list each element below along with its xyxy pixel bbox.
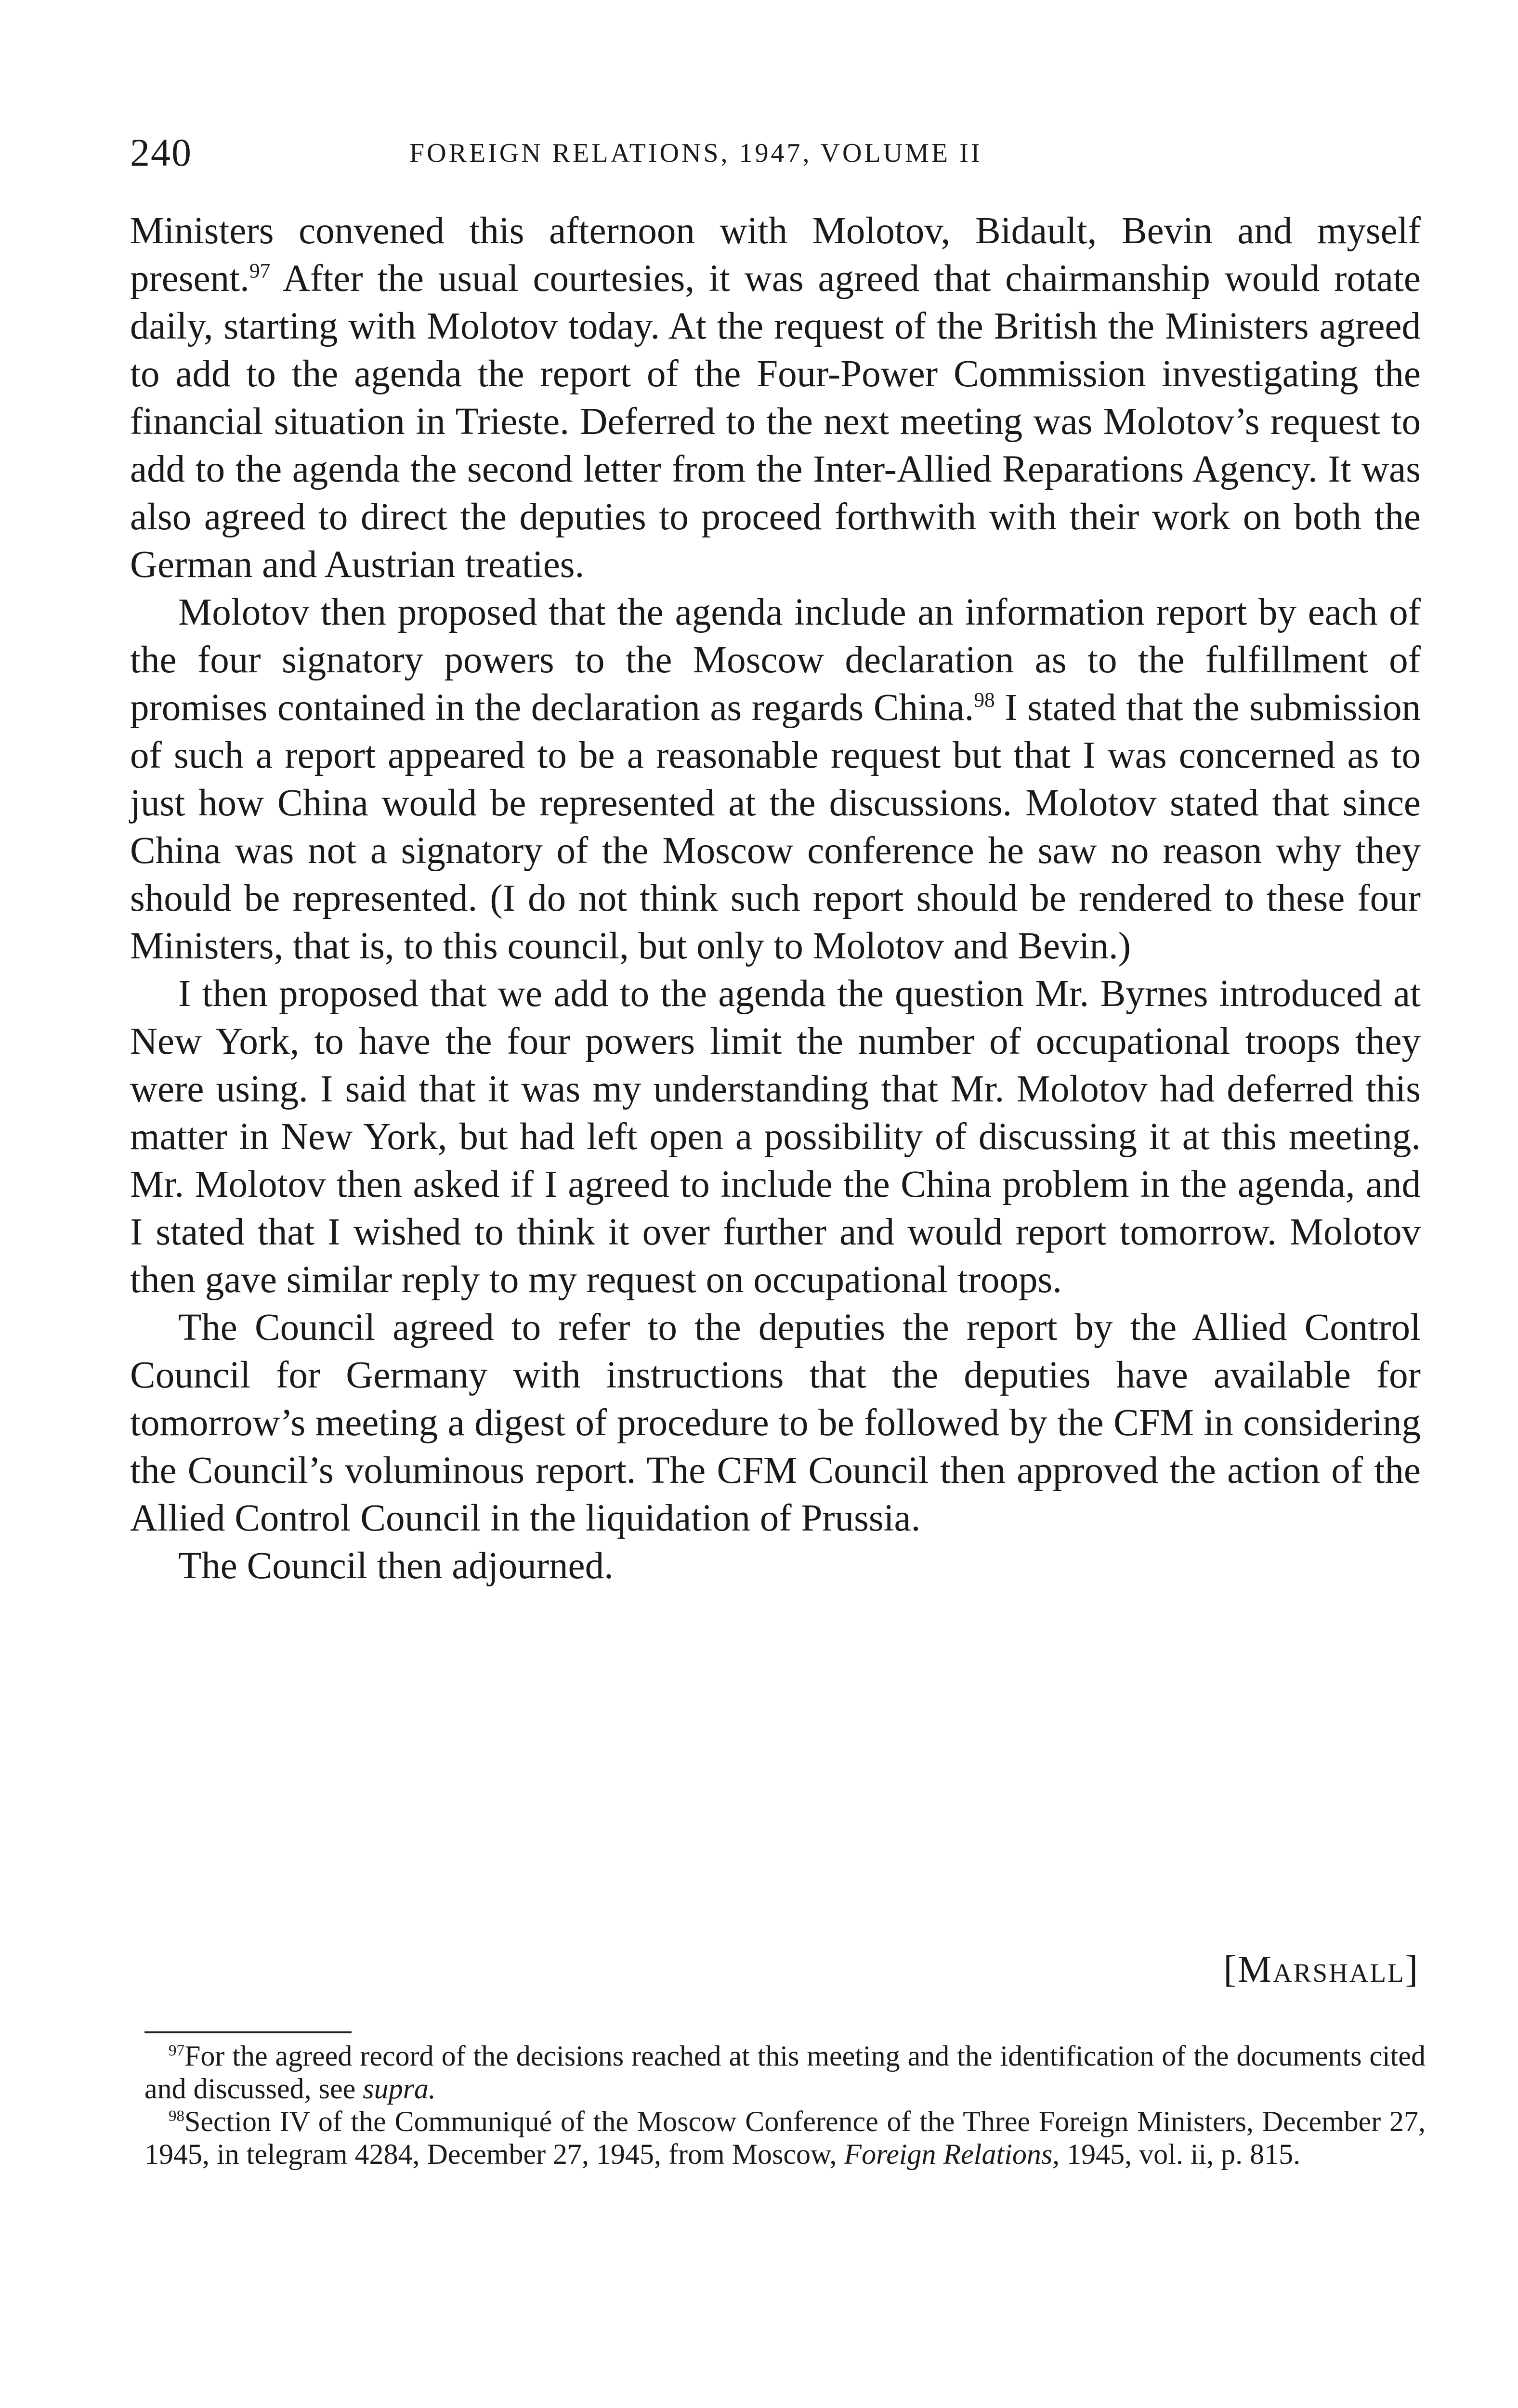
paragraph-1-text: Ministers convened this afternoon with Molotov, Bidault, Bevin and myself present. xyxy=(130,210,1421,300)
footnote-ref-97: 97 xyxy=(249,259,271,283)
footnote-98-rest: 1945, vol. ii, p. 815. xyxy=(1060,2138,1301,2170)
body-text xyxy=(130,207,1421,1590)
paragraph-3: I then proposed that we add to the agenda the question Mr. Byrnes introduced at New York, to have the four powers limit the number of occupational troops they were using. I said that it was my understanding that Mr. Molotov had deferred this matter in New York, but had left open a possibility of discussing it at this meeting. Mr. Molotov then asked if I agreed to include the China problem in the agenda, and I stated that I wished to think it over further and would report tomorrow. Molotov then gave similar reply to my request on occupational troops. xyxy=(130,973,1421,1301)
running-head: FOREIGN RELATIONS, 1947, VOLUME II xyxy=(409,138,982,168)
footnote-97 xyxy=(144,2040,1426,2105)
footnotes xyxy=(144,2040,1426,2171)
paragraph-5: The Council then adjourned. xyxy=(178,1545,614,1587)
footnote-97-text: For the agreed record of the decisions reached at this meeting and the identification of the documents cited and discussed, see xyxy=(144,2040,1426,2105)
paragraph-1 xyxy=(130,207,1421,589)
footnote-98-text: Section IV of the Communiqué of the Moscow Conference of the Three Foreign Ministers, December 27, 1945, in telegram 4284, December 27, 1945, from Moscow, xyxy=(144,2106,1426,2170)
footnote-divider xyxy=(144,2031,352,2033)
paragraph-1-text-rest: After the usual courtesies, it was agreed that chairmanship would rotate daily, starting with Molotov today. At the request of the British the Ministers agreed to add to the agenda the report of the Four-Power Commission investigating the financial situation in Trieste. Deferred to the next meeting was Molotov’s request to add to the agenda the second letter from the Inter-Allied Reparations Agency. It was also agreed to direct the deputies to proceed forthwith with their work on both the German and Austrian treaties. xyxy=(130,258,1421,586)
footnote-98-italic: Foreign Relations, xyxy=(844,2138,1060,2170)
footnote-97-italic: supra. xyxy=(363,2073,436,2105)
footnote-97-number: 97 xyxy=(169,2042,184,2059)
footnote-98-number: 98 xyxy=(169,2107,184,2125)
footnote-ref-98: 98 xyxy=(974,688,995,712)
signature: [Marshall] xyxy=(1223,1949,1419,1990)
paragraph-4: The Council agreed to refer to the deputies the report by the Allied Control Council for Germany with instructions that the deputies have available for tomorrow’s meeting a digest of procedure to be followed by the CFM in considering the Council’s voluminous report. The CFM Council then approved the action of the Allied Control Council in the liquidation of Prussia. xyxy=(130,1307,1421,1539)
paragraph-2 xyxy=(130,589,1421,970)
paragraph-2-text: Molotov then proposed that the agenda include an information report by each of the four signatory powers to the Moscow declaration as to the fulfillment of promises contained in the declaration as regards China. xyxy=(130,591,1421,729)
page-header xyxy=(130,130,1430,188)
footnote-98 xyxy=(144,2105,1426,2171)
paragraph-2-text-rest: I stated that the submission of such a report appeared to be a reasonable request but that I was concerned as to just how China would be represented at the discussions. Molotov stated that since China was not a signatory of the Moscow conference he saw no reason why they should be represented. (I do not think such report should be rendered to these four Ministers, that is, to this council, but only to Molotov and Bevin.) xyxy=(130,687,1421,967)
page-number: 240 xyxy=(130,131,192,174)
